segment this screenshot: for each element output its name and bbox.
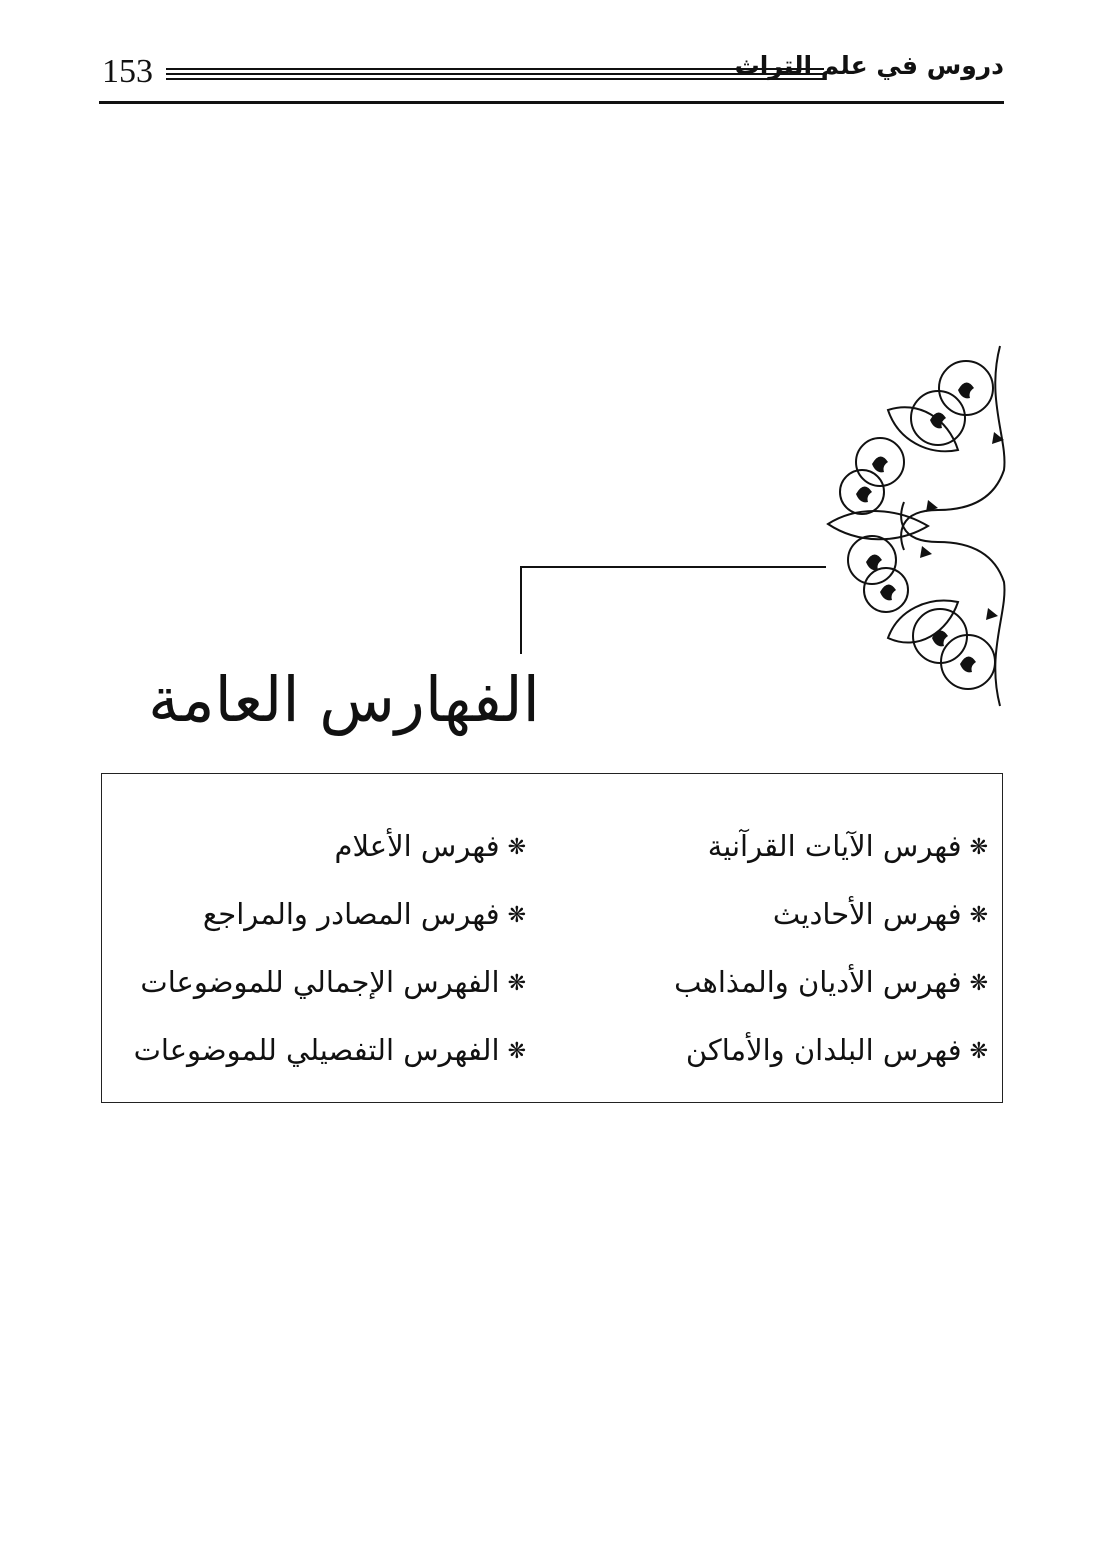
index-list-box <box>101 773 1003 1103</box>
title-bracket-line <box>520 566 826 654</box>
index-entry-label: فهرس الأعلام <box>334 829 500 863</box>
index-entry-label: الفهرس التفصيلي للموضوعات <box>133 1033 500 1067</box>
asterism-icon: ❋ <box>969 971 988 996</box>
asterism-icon: ❋ <box>507 1039 526 1064</box>
index-entry <box>608 816 988 884</box>
asterism-icon: ❋ <box>969 903 988 928</box>
index-entry-label: فهرس المصادر والمراجع <box>202 897 500 931</box>
index-entry <box>608 884 988 952</box>
index-entry <box>116 1020 526 1088</box>
index-entry-label: فهرس الأحاديث <box>772 897 962 931</box>
section-title: الفهارس العامة <box>148 663 540 736</box>
asterism-icon: ❋ <box>507 971 526 996</box>
index-entry-label: فهرس البلدان والأماكن <box>685 1033 962 1067</box>
running-title: دروس في علم التراث <box>734 51 1004 80</box>
asterism-icon: ❋ <box>507 835 526 860</box>
asterism-icon: ❋ <box>507 903 526 928</box>
index-column-left <box>116 816 526 1088</box>
index-entry <box>608 952 988 1020</box>
index-entry <box>116 952 526 1020</box>
header-underline <box>99 101 1004 104</box>
page-number: 153 <box>102 53 153 90</box>
index-entry-label: فهرس الأديان والمذاهب <box>674 965 962 999</box>
index-entry <box>116 816 526 884</box>
asterism-icon: ❋ <box>969 1039 988 1064</box>
index-entry-label: الفهرس الإجمالي للموضوعات <box>140 965 500 999</box>
asterism-icon: ❋ <box>969 835 988 860</box>
index-entry <box>116 884 526 952</box>
header-double-rule <box>166 66 824 82</box>
index-column-right <box>608 816 988 1088</box>
index-entry-label: فهرس الآيات القرآنية <box>707 829 962 863</box>
arabesque-ornament <box>818 340 1014 712</box>
index-entry <box>608 1020 988 1088</box>
